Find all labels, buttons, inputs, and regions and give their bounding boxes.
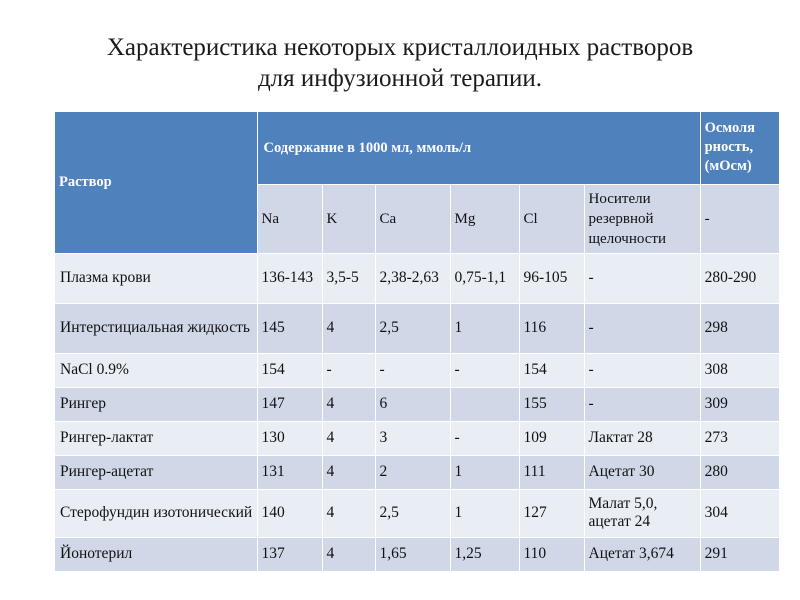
cell-cl: 96-105	[519, 253, 584, 303]
header-osm-sub: -	[700, 184, 779, 253]
slide-title-line-2: для инфузионной терапии.	[257, 65, 543, 92]
cell-cl: 154	[519, 353, 584, 387]
cell-na: 145	[257, 303, 322, 353]
cell-k: 4	[322, 537, 375, 571]
header-content: Содержание в 1000 мл, ммоль/л	[257, 112, 700, 184]
slide-title-line-1: Характеристика некоторых кристаллоидных растворов	[106, 34, 694, 61]
cell-osm: 273	[700, 421, 779, 455]
crystalloid-table	[55, 112, 779, 572]
header-na: Na	[257, 184, 322, 253]
cell-osm: 280-290	[700, 253, 779, 303]
cell-cl: 110	[519, 537, 584, 571]
cell-alkali: -	[584, 353, 700, 387]
cell-solution: Стерофундин изотонический	[55, 489, 257, 537]
cell-ca: 2,5	[375, 303, 450, 353]
cell-k: 4	[322, 421, 375, 455]
table-row	[55, 537, 779, 571]
cell-alkali: -	[584, 253, 700, 303]
cell-na: 154	[257, 353, 322, 387]
cell-solution: Йонотерил	[55, 537, 257, 571]
cell-ca: -	[375, 353, 450, 387]
cell-na: 147	[257, 387, 322, 421]
cell-osm: 304	[700, 489, 779, 537]
cell-na: 131	[257, 455, 322, 489]
cell-k: -	[322, 353, 375, 387]
cell-mg: 1	[450, 455, 519, 489]
cell-solution: Интерстициальная жидкость	[55, 303, 257, 353]
cell-ca: 2	[375, 455, 450, 489]
cell-ca: 2,5	[375, 489, 450, 537]
cell-cl: 111	[519, 455, 584, 489]
cell-k: 4	[322, 303, 375, 353]
cell-ca: 1,65	[375, 537, 450, 571]
cell-solution: Рингер-ацетат	[55, 455, 257, 489]
cell-osm: 308	[700, 353, 779, 387]
table-row	[55, 253, 779, 303]
cell-osm: 309	[700, 387, 779, 421]
table-row	[55, 387, 779, 421]
slide-title	[0, 32, 800, 94]
cell-solution: Рингер-лактат	[55, 421, 257, 455]
cell-ca: 6	[375, 387, 450, 421]
cell-mg: -	[450, 353, 519, 387]
table-row	[55, 353, 779, 387]
cell-na: 137	[257, 537, 322, 571]
cell-k: 3,5-5	[322, 253, 375, 303]
cell-alkali: Ацетат 30	[584, 455, 700, 489]
cell-na: 130	[257, 421, 322, 455]
header-k: K	[322, 184, 375, 253]
cell-solution: NaCl 0.9%	[55, 353, 257, 387]
cell-mg: 1	[450, 489, 519, 537]
cell-cl: 116	[519, 303, 584, 353]
cell-mg: 1	[450, 303, 519, 353]
cell-ca: 3	[375, 421, 450, 455]
cell-mg: 1,25	[450, 537, 519, 571]
header-ca: Ca	[375, 184, 450, 253]
table-row	[55, 455, 779, 489]
cell-solution: Рингер	[55, 387, 257, 421]
cell-solution: Плазма крови	[55, 253, 257, 303]
cell-k: 4	[322, 455, 375, 489]
cell-alkali: Лактат 28	[584, 421, 700, 455]
cell-mg: -	[450, 421, 519, 455]
table-row	[55, 303, 779, 353]
cell-cl: 155	[519, 387, 584, 421]
cell-ca: 2,38-2,63	[375, 253, 450, 303]
header-cl: Cl	[519, 184, 584, 253]
table-row	[55, 489, 779, 537]
cell-osm: 291	[700, 537, 779, 571]
cell-alkali: Ацетат 3,674	[584, 537, 700, 571]
cell-alkali: -	[584, 303, 700, 353]
cell-k: 4	[322, 489, 375, 537]
cell-mg	[450, 387, 519, 421]
header-solution: Раствор	[55, 112, 257, 253]
header-alkali: Носители резервной щелочности	[584, 184, 700, 253]
header-osmolarity: Осмоля рность, (мОсм)	[700, 112, 779, 184]
header-mg: Mg	[450, 184, 519, 253]
cell-na: 140	[257, 489, 322, 537]
cell-cl: 109	[519, 421, 584, 455]
cell-osm: 280	[700, 455, 779, 489]
cell-cl: 127	[519, 489, 584, 537]
header-row-main	[55, 112, 779, 184]
cell-alkali: Малат 5,0, ацетат 24	[584, 489, 700, 537]
cell-k: 4	[322, 387, 375, 421]
cell-alkali: -	[584, 387, 700, 421]
cell-na: 136-143	[257, 253, 322, 303]
cell-osm: 298	[700, 303, 779, 353]
cell-mg: 0,75-1,1	[450, 253, 519, 303]
table-row	[55, 421, 779, 455]
